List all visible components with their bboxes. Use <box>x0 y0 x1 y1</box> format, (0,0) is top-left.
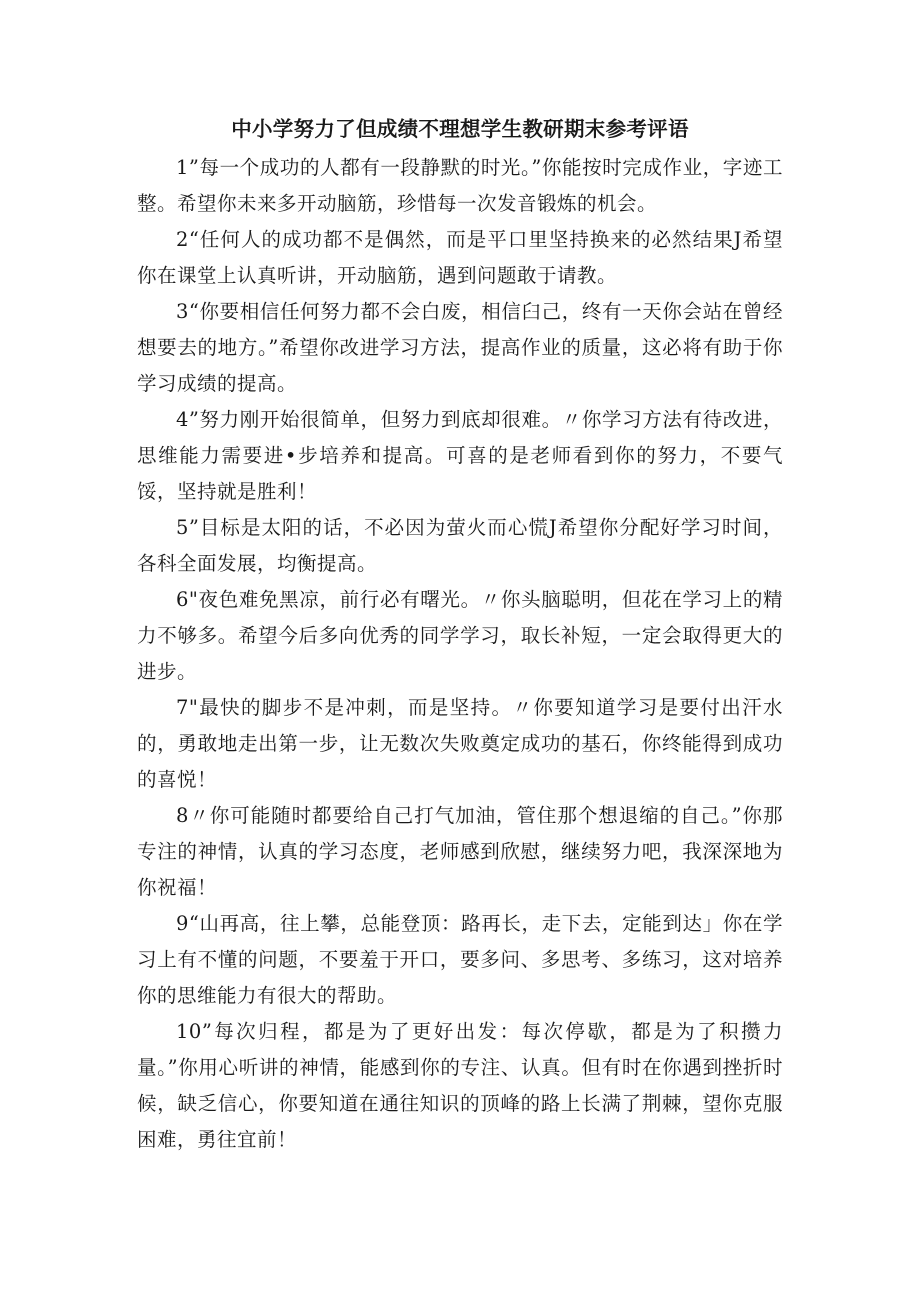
comment-paragraph-2: 2“任何人的成功都不是偶然，而是平口里坚持换来的必然结果J希望你在课堂上认真听讲，开动脑筋，遇到问题敢于请教。 <box>137 228 783 287</box>
comment-paragraph-3: 3“你要相信任何努力都不会白废，相信臼己，终有一天你会站在曾经想要去的地方。”希望你改进学习方法，提高作业的质量，这必将有助于你学习成绩的提高。 <box>137 300 783 395</box>
comment-paragraph-9: 9“山再高，往上攀，总能登顶：路再长，走下去，定能到达」你在学习上有不懂的问题，不要羞于开口，要多问、多思考、多练习，这对培养你的思维能力有很大的帮助。 <box>137 912 783 1007</box>
document-title: 中小学努力了但成绩不理想学生教研期末参考评语 <box>231 117 689 141</box>
comment-paragraph-10: 10”每次归程，都是为了更好出发：每次停歇，都是为了积攒力量。”你用心听讲的神情，能感到你的专注、认真。但有时在你遇到挫折时候，缺乏信心，你要知道在通往知识的顶峰的路上长满了荆棘，望你克服困难，勇往宜前！ <box>137 1020 783 1151</box>
comment-paragraph-7: 7"最快的脚步不是冲刺，而是坚持。〃你要知道学习是要付出汗水的，勇敢地走出第一步，让无数次失败奠定成功的基石，你终能得到成功的喜悦！ <box>137 696 783 791</box>
comment-paragraph-6: 6"夜色难免黑凉，前行必有曙光。〃你头脑聪明，但花在学习上的精力不够多。希望今后多向优秀的同学学习，取长补短，一定会取得更大的进步。 <box>137 588 783 683</box>
comment-paragraph-8: 8〃你可能随时都要给自己打气加油，管住那个想退缩的自己。”你那专注的神情，认真的学习态度，老师感到欣慰，继续努力吧，我深深地为你祝福！ <box>137 804 783 899</box>
comment-paragraph-5: 5”目标是太阳的话，不必因为萤火而心慌J希望你分配好学习时间，各科全面发展，均衡提高。 <box>137 516 783 575</box>
comment-paragraph-4: 4”努力刚开始很简单，但努力到底却很难。〃你学习方法有待改进，思维能力需要进•步培养和提高。可喜的是老师看到你的努力，不要气馁，坚持就是胜利！ <box>137 408 783 503</box>
comment-paragraph-1: 1”每一个成功的人都有一段静默的时光。”你能按时完成作业，字迹工整。希望你未来多开动脑筋，珍惜每一次发音锻炼的机会。 <box>137 156 783 215</box>
